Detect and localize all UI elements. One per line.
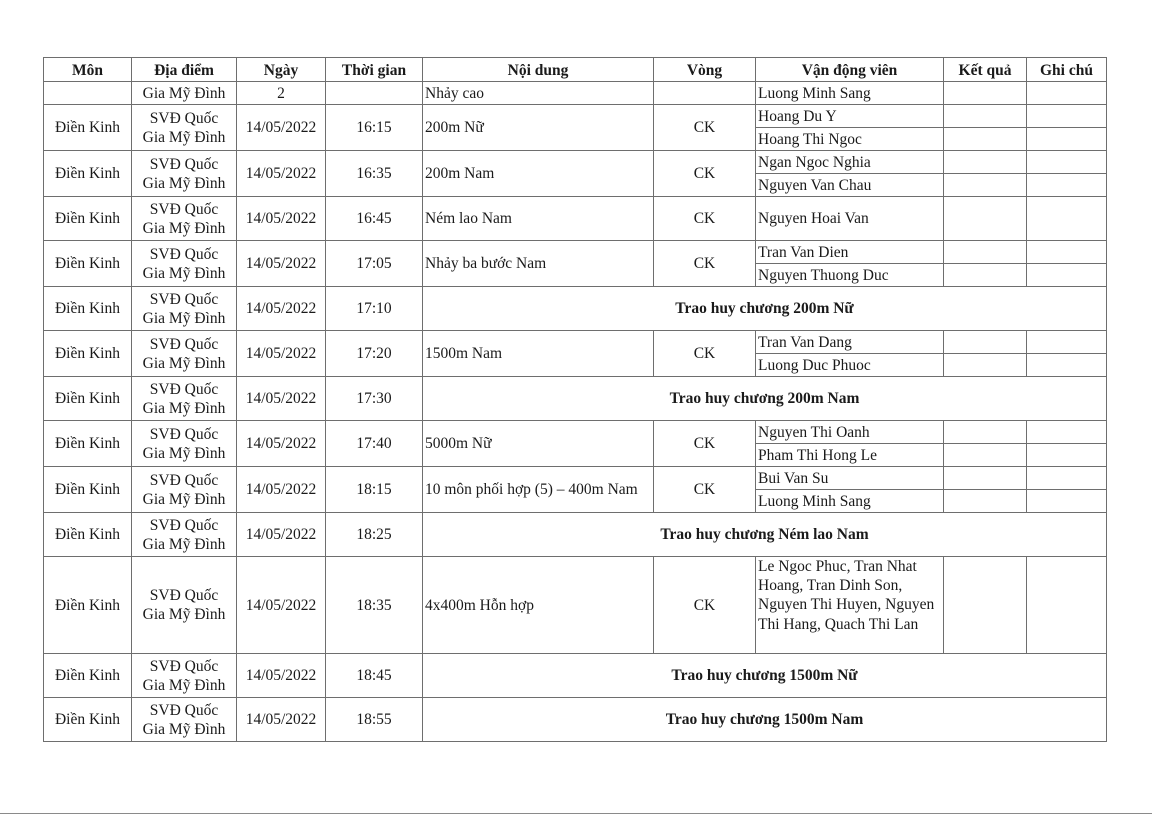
athlete-cell: Luong Duc Phuoc (756, 354, 944, 377)
result-cell (944, 151, 1027, 174)
sport-cell: Điền Kinh (44, 557, 132, 654)
athlete-cell: Nguyen Thi Oanh (756, 421, 944, 444)
venue-line-2: Gia Mỹ Đình (142, 535, 226, 553)
round-cell: CK (654, 467, 756, 513)
event-cell: 200m Nam (423, 151, 654, 197)
athlete-cell: Pham Thi Hong Le (756, 444, 944, 467)
venue-line-1: SVĐ Quốc (149, 290, 219, 308)
note-cell (1027, 241, 1107, 264)
sport-cell: Điền Kinh (44, 513, 132, 557)
event-cell: 1500m Nam (423, 331, 654, 377)
time-cell: 16:15 (326, 105, 423, 151)
event-cell: 200m Nữ (423, 105, 654, 151)
header-dia-diem: Địa điểm (132, 58, 237, 82)
venue-cell (132, 654, 237, 698)
note-cell (1027, 128, 1107, 151)
athlete-cell: Tran Van Dien (756, 241, 944, 264)
time-cell: 16:35 (326, 151, 423, 197)
venue-line-1: SVĐ Quốc (149, 200, 219, 218)
venue-cell (132, 151, 237, 197)
venue-line-1: SVĐ Quốc (149, 587, 219, 604)
header-van-dong-vien: Vận động viên (756, 58, 944, 82)
header-thoi-gian: Thời gian (326, 58, 423, 82)
note-cell (1027, 421, 1107, 444)
time-cell: 18:45 (326, 654, 423, 698)
event-cell: 4x400m Hỗn hợp (423, 557, 654, 654)
result-cell (944, 264, 1027, 287)
result-cell (944, 241, 1027, 264)
date-cell: 2 (237, 82, 326, 105)
time-cell: 18:25 (326, 513, 423, 557)
athlete-cell: Nguyen Hoai Van (756, 197, 944, 241)
partial-row (44, 82, 1107, 105)
note-cell (1027, 151, 1107, 174)
venue-cell (132, 557, 237, 654)
athlete-cell: Nguyen Van Chau (756, 174, 944, 197)
date-cell: 14/05/2022 (237, 151, 326, 197)
result-cell (944, 105, 1027, 128)
result-cell (944, 467, 1027, 490)
competition-schedule-table (43, 57, 1107, 742)
table-row (44, 467, 1107, 490)
header-ket-qua: Kết quả (944, 58, 1027, 82)
note-cell (1027, 197, 1107, 241)
round-cell: CK (654, 331, 756, 377)
venue-cell (132, 377, 237, 421)
date-cell: 14/05/2022 (237, 557, 326, 654)
medal-ceremony-cell: Trao huy chương 200m Nam (423, 377, 1107, 421)
sport-cell: Điền Kinh (44, 698, 132, 742)
date-cell: 14/05/2022 (237, 467, 326, 513)
time-cell: 17:40 (326, 421, 423, 467)
time-cell: 16:45 (326, 197, 423, 241)
venue-line-2: Gia Mỹ Đình (142, 399, 226, 417)
venue-line-1: SVĐ Quốc (149, 109, 219, 127)
medal-ceremony-cell: Trao huy chương Ném lao Nam (423, 513, 1107, 557)
date-cell: 14/05/2022 (237, 331, 326, 377)
round-cell: CK (654, 151, 756, 197)
medal-ceremony-cell: Trao huy chương 1500m Nam (423, 698, 1107, 742)
date-cell: 14/05/2022 (237, 698, 326, 742)
header-vong: Vòng (654, 58, 756, 82)
note-cell (1027, 331, 1107, 354)
venue-cell (132, 698, 237, 742)
venue-line-2: Gia Mỹ Đình (142, 444, 226, 462)
time-cell: 18:15 (326, 467, 423, 513)
round-cell: CK (654, 241, 756, 287)
sport-cell: Điền Kinh (44, 151, 132, 197)
athlete-cell: Nguyen Thuong Duc (756, 264, 944, 287)
venue-line-1: SVĐ Quốc (149, 701, 219, 719)
athlete-cell: Hoang Du Y (756, 105, 944, 128)
round-cell: CK (654, 197, 756, 241)
table-row (44, 654, 1107, 698)
athlete-cell: Le Ngoc Phuc, Tran Nhat Hoang, Tran Dinh Son, Nguyen Thi Huyen, Nguyen Thi Hang, Quach Thi Lan (756, 557, 944, 654)
table-row (44, 241, 1107, 264)
sport-cell: Điền Kinh (44, 377, 132, 421)
date-cell: 14/05/2022 (237, 421, 326, 467)
header-ghi-chu: Ghi chú (1027, 58, 1107, 82)
venue-line-2: Gia Mỹ Đình (142, 128, 226, 146)
venue-line-2: Gia Mỹ Đình (142, 606, 226, 623)
date-cell: 14/05/2022 (237, 241, 326, 287)
venue-line-2: Gia Mỹ Đình (142, 219, 226, 237)
note-cell (1027, 174, 1107, 197)
sport-cell: Điền Kinh (44, 467, 132, 513)
venue-line-2: Gia Mỹ Đình (142, 264, 226, 282)
date-cell: 14/05/2022 (237, 105, 326, 151)
round-cell: CK (654, 421, 756, 467)
result-cell (944, 331, 1027, 354)
table-row (44, 331, 1107, 354)
table-row (44, 698, 1107, 742)
note-cell (1027, 105, 1107, 128)
date-cell: 14/05/2022 (237, 197, 326, 241)
note-cell (1027, 444, 1107, 467)
venue-cell (132, 287, 237, 331)
time-cell: 17:10 (326, 287, 423, 331)
venue-line-2: Gia Mỹ Đình (142, 309, 226, 327)
event-cell: Nhảy ba bước Nam (423, 241, 654, 287)
result-cell (944, 421, 1027, 444)
table-row (44, 105, 1107, 128)
date-cell: 14/05/2022 (237, 287, 326, 331)
time-cell: 17:05 (326, 241, 423, 287)
venue-cell (132, 105, 237, 151)
table-row (44, 151, 1107, 174)
time-cell: 17:30 (326, 377, 423, 421)
date-cell: 14/05/2022 (237, 654, 326, 698)
header-ngay: Ngày (237, 58, 326, 82)
sport-cell: Điền Kinh (44, 331, 132, 377)
round-cell: CK (654, 557, 756, 654)
venue-line-1: SVĐ Quốc (149, 516, 219, 534)
venue-line-1: SVĐ Quốc (149, 335, 219, 353)
date-cell: 14/05/2022 (237, 513, 326, 557)
header-row (44, 58, 1107, 82)
sport-cell: Điền Kinh (44, 197, 132, 241)
sport-cell: Điền Kinh (44, 654, 132, 698)
result-cell (944, 444, 1027, 467)
table-row (44, 513, 1107, 557)
date-cell: 14/05/2022 (237, 377, 326, 421)
page-bottom-rule (0, 813, 1152, 814)
athlete-cell: Ngan Ngoc Nghia (756, 151, 944, 174)
result-cell (944, 82, 1027, 105)
round-cell: CK (654, 105, 756, 151)
result-cell (944, 354, 1027, 377)
medal-ceremony-cell: Trao huy chương 1500m Nữ (423, 654, 1107, 698)
note-cell (1027, 467, 1107, 490)
sport-cell: Điền Kinh (44, 287, 132, 331)
result-cell (944, 197, 1027, 241)
venue-line-2: Gia Mỹ Đình (142, 354, 226, 372)
venue-cell (132, 197, 237, 241)
venue-line-2: Gia Mỹ Đình (142, 490, 226, 508)
time-cell: 18:55 (326, 698, 423, 742)
event-cell: Nhảy cao (423, 82, 654, 105)
note-cell (1027, 264, 1107, 287)
round-cell (654, 82, 756, 105)
venue-cell (132, 421, 237, 467)
header-mon: Môn (44, 58, 132, 82)
venue-line-1: SVĐ Quốc (149, 471, 219, 489)
venue-cell: Gia Mỹ Đình (132, 82, 237, 105)
result-cell (944, 557, 1027, 654)
sport-cell: Điền Kinh (44, 421, 132, 467)
table-row (44, 421, 1107, 444)
note-cell (1027, 354, 1107, 377)
table-row (44, 287, 1107, 331)
athlete-cell: Luong Minh Sang (756, 490, 944, 513)
note-cell (1027, 82, 1107, 105)
athlete-cell: Hoang Thi Ngoc (756, 128, 944, 151)
venue-cell (132, 241, 237, 287)
sport-cell: Điền Kinh (44, 105, 132, 151)
venue-line-2: Gia Mỹ Đình (142, 720, 226, 738)
note-cell (1027, 557, 1107, 654)
time-cell (326, 82, 423, 105)
time-cell: 17:20 (326, 331, 423, 377)
table-row (44, 557, 1107, 654)
time-cell: 18:35 (326, 557, 423, 654)
venue-line-2: Gia Mỹ Đình (142, 676, 226, 694)
venue-cell (132, 513, 237, 557)
event-cell: Ném lao Nam (423, 197, 654, 241)
event-cell: 10 môn phối hợp (5) – 400m Nam (423, 467, 654, 513)
result-cell (944, 128, 1027, 151)
sport-cell (44, 82, 132, 105)
event-cell: 5000m Nữ (423, 421, 654, 467)
result-cell (944, 174, 1027, 197)
table-row (44, 377, 1107, 421)
table-row (44, 197, 1107, 241)
sport-cell: Điền Kinh (44, 241, 132, 287)
venue-cell (132, 467, 237, 513)
note-cell (1027, 490, 1107, 513)
venue-line-1: SVĐ Quốc (149, 425, 219, 443)
medal-ceremony-cell: Trao huy chương 200m Nữ (423, 287, 1107, 331)
venue-line-1: SVĐ Quốc (149, 155, 219, 173)
venue-line-1: SVĐ Quốc (149, 245, 219, 263)
athlete-cell: Bui Van Su (756, 467, 944, 490)
result-cell (944, 490, 1027, 513)
header-noi-dung: Nội dung (423, 58, 654, 82)
venue-cell (132, 331, 237, 377)
venue-line-1: SVĐ Quốc (149, 380, 219, 398)
venue-line-2: Gia Mỹ Đình (142, 174, 226, 192)
athlete-cell: Tran Van Dang (756, 331, 944, 354)
athlete-cell: Luong Minh Sang (756, 82, 944, 105)
venue-line-1: SVĐ Quốc (149, 657, 219, 675)
